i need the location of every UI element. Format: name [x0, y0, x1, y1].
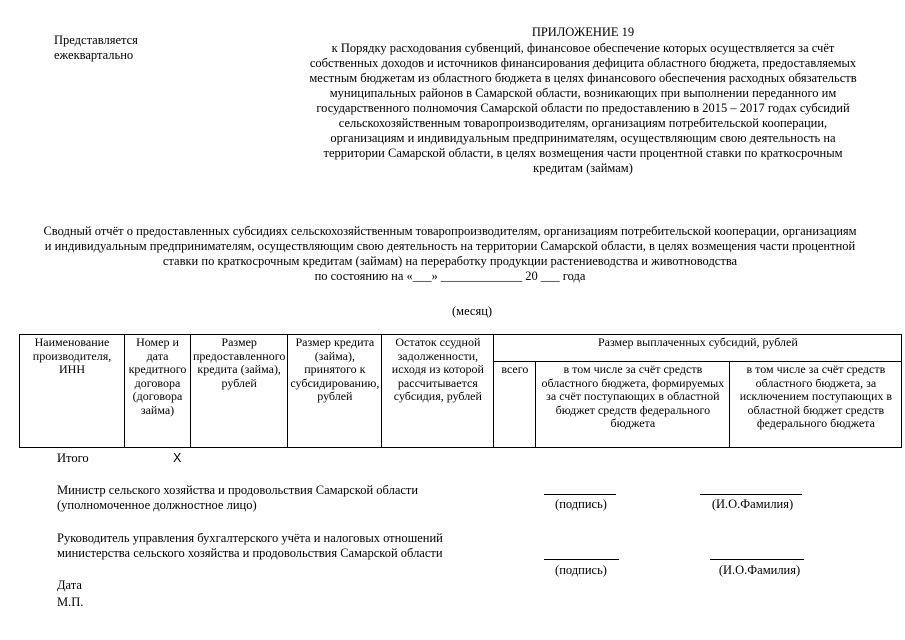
column-header-credit-amount: Размер предоставленного кредита (займа), рублей: [191, 335, 288, 448]
report-date-line: по состоянию на «___» _____________ 20 ___ года: [314, 269, 586, 283]
column-header-paid-regional: в том числе за счёт средств областного бюджета, за исключением поступающих в областной бюджет средств федерального бюджета: [730, 362, 902, 448]
column-header-producer: Наименование производителя, ИНН: [20, 335, 125, 448]
report-title-block: [40, 224, 860, 284]
total-mark: Х: [173, 451, 182, 465]
signature-caption-accounting: (подпись): [555, 563, 607, 577]
signature-caption-minister: (подпись): [555, 497, 607, 511]
submission-frequency: Представляется ежеквартально: [54, 33, 138, 62]
column-header-paid-federal: в том числе за счёт средств областного бюджета, формируемых за счёт поступающих в областной бюджет средств федерального бюджета: [536, 362, 730, 448]
column-header-contract: Номер и дата кредитного договора (договора займа): [125, 335, 191, 448]
signatory-accounting-head-position: Руководитель управления бухгалтерского учёта и налоговых отношений министерства сельского хозяйства и продовольствия Самарской области: [57, 531, 443, 560]
signature-line-minister: [544, 494, 616, 495]
column-header-debt-balance: Остаток ссудной задолженности, исходя из которой рассчитывается субсидия, рублей: [382, 335, 494, 448]
signature-line-accounting: [544, 559, 619, 560]
name-line-minister: [700, 494, 802, 495]
date-label: Дата: [57, 578, 82, 592]
total-label: Итого: [57, 451, 89, 465]
subsidy-table: [19, 334, 902, 448]
signatory-minister-position: Министр сельского хозяйства и продовольствия Самарской области (уполномоченное должностное лицо): [57, 483, 419, 512]
column-header-subsidized-amount: Размер кредита (займа), принятого к субсидированию, рублей: [288, 335, 382, 448]
report-title: Сводный отчёт о предоставленных субсидиях сельскохозяйственным товаропроизводителям, организациям потребительской кооперации, организациям и индивидуальным предпринимателям, осуществляющим свою деятельность на территории Самарской области, в целях возмещения части процентной ставки по краткосрочным кредитам (займам) на переработку продукции растениеводства и животноводства: [43, 224, 857, 268]
column-header-paid-subsidies: Размер выплаченных субсидий, рублей: [494, 335, 902, 362]
appendix-block: [303, 25, 863, 176]
column-header-paid-total: всего: [494, 362, 536, 448]
appendix-text: к Порядку расходования субвенций, финансовое обеспечение которых осуществляется за счёт собственных доходов и источников финансирования дефицита областного бюджета, предоставляемых местным бюджетам из областного бюджета в целях финансового обеспечения расходных обязательств муниципальных районов в Самарской области, возникающих при выполнении переданного им государственного полномочия Самарской области по предоставлению в 2015 – 2017 годах субсидий сельскохозяйственным товаропроизводителям, организациям потребительской кооперации, организациям и индивидуальным предпринимателям, осуществляющим свою деятельность на территории Самарской области, в целях возмещения части процентной ставки по краткосрочным кредитам (займам): [309, 41, 857, 175]
stamp-label: М.П.: [57, 595, 84, 609]
appendix-title: ПРИЛОЖЕНИЕ 19: [531, 25, 635, 39]
name-caption-minister: (И.О.Фамилия): [711, 497, 794, 511]
name-line-accounting: [710, 559, 804, 560]
name-caption-accounting: (И.О.Фамилия): [718, 563, 801, 577]
month-caption: (месяц): [452, 304, 493, 318]
